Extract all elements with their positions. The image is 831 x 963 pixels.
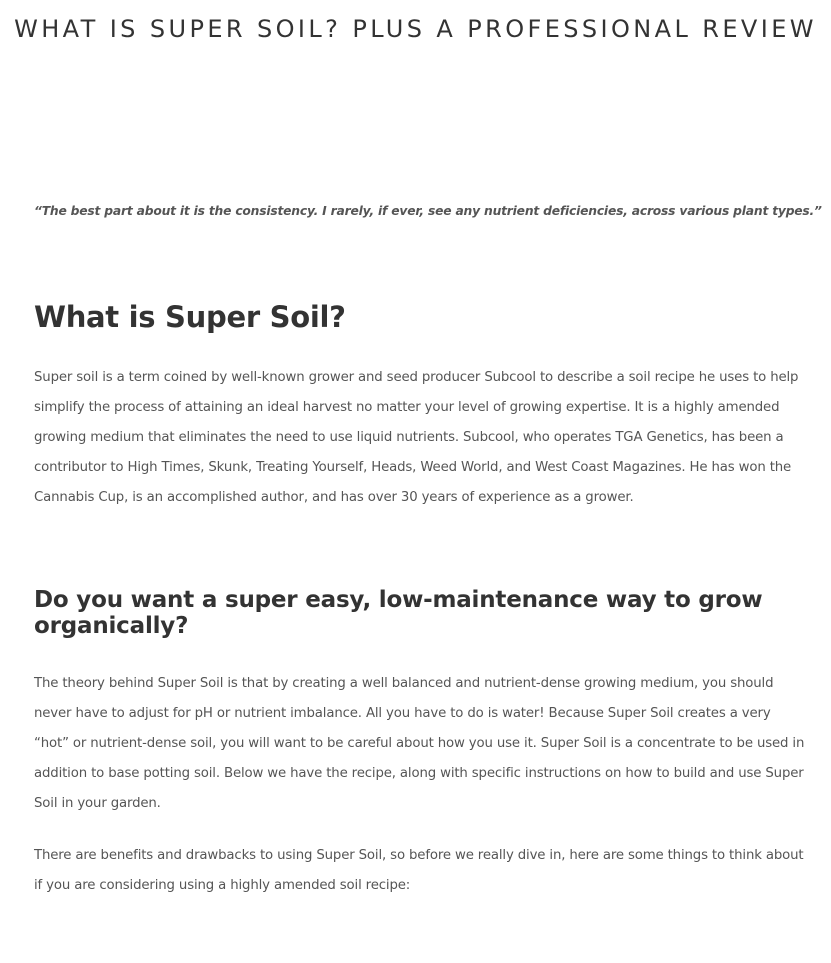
pull-quote: “The best part about it is the consistency. I rarely, if ever, see any nutrient deficiencies, across various plant types.” [34, 204, 822, 218]
section-heading-easy-grow: Do you want a super easy, low-maintenance way to grow organically? [34, 587, 763, 639]
section-heading-what-is-super-soil: What is Super Soil? [34, 300, 346, 334]
paragraph-benefits-drawbacks: There are benefits and drawbacks to using Super Soil, so before we really dive in, here are some things to think about if you are considering using a highly amended soil recipe: [34, 848, 804, 893]
paragraph-intro: Super soil is a term coined by well-known grower and seed producer Subcool to describe a soil recipe he uses to help simplify the process of attaining an ideal harvest no matter your level of growing expertise. It is a highly amended growing medium that eliminates the need to use liquid nutrients. Subcool, who operates TGA Genetics, has been a contributor to High Times, Skunk, Treating Yourself, Heads, Weed World, and West Coast Magazines. He has won the Cannabis Cup, is an accomplished author, and has over 30 years of experience as a grower. [34, 370, 799, 505]
page-title: WHAT IS SUPER SOIL? PLUS A PROFESSIONAL REVIEW [14, 15, 817, 43]
paragraph-theory: The theory behind Super Soil is that by creating a well balanced and nutrient-dense growing medium, you should never have to adjust for pH or nutrient imbalance. All you have to do is water! Because Super Soil creates a very “hot” or nutrient-dense soil, you will want to be careful about how you use it. Super Soil is a concentrate to be used in addition to base potting soil. Below we have the recipe, along with specific instructions on how to build and use Super Soil in your garden. [34, 676, 805, 811]
